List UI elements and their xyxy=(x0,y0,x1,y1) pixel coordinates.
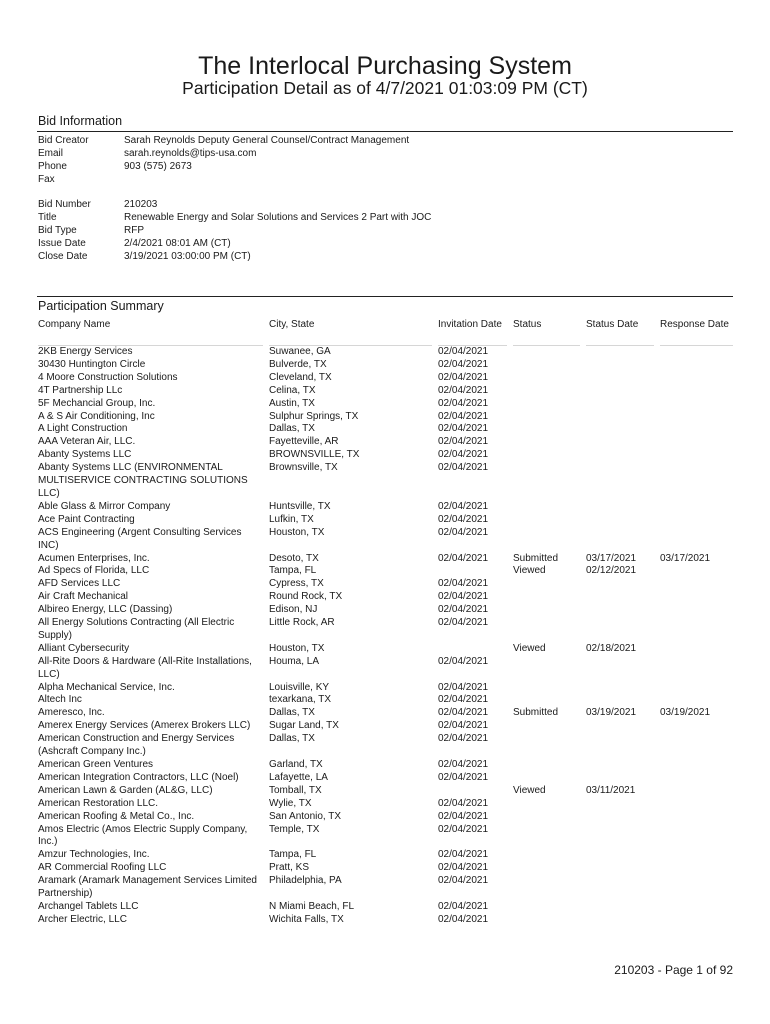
company-name-cell: A Light Construction xyxy=(38,423,128,435)
table-row xyxy=(0,617,770,643)
table-row xyxy=(0,772,770,785)
table-row xyxy=(0,707,770,720)
invitation-date-cell: 02/04/2021 xyxy=(438,358,489,370)
bid-creator-value: Sarah Reynolds Deputy General Counsel/Contract Management xyxy=(124,135,410,146)
column-header-status-date: Status Date xyxy=(586,319,639,330)
table-row xyxy=(0,423,770,436)
table-row xyxy=(0,824,770,850)
invitation-date-cell: 02/04/2021 xyxy=(438,397,489,409)
page-number: 210203 - Page 1 of 92 xyxy=(614,963,733,977)
invitation-date-cell: 02/04/2021 xyxy=(438,423,489,435)
city-state-cell: Tampa, FL xyxy=(269,565,317,577)
bid-type-value: RFP xyxy=(124,224,144,236)
issue-date-label: Issue Date xyxy=(38,237,86,249)
table-row xyxy=(0,553,770,566)
company-name-cell: Able Glass & Mirror Company xyxy=(38,500,171,512)
company-name-cell: American Restoration LLC. xyxy=(38,797,159,809)
city-state-cell: Louisville, KY xyxy=(269,681,330,693)
invitation-date-cell: 02/04/2021 xyxy=(438,823,489,835)
company-name-cell: Amos Electric (Amos Electric Supply Company, Inc.) xyxy=(38,823,248,848)
city-state-cell: Little Rock, AR xyxy=(269,617,335,629)
table-row xyxy=(0,346,770,359)
company-name-cell: 4T Partnership LLc xyxy=(38,384,123,396)
invitation-date-cell: 02/04/2021 xyxy=(438,797,489,809)
city-state-cell: texarkana, TX xyxy=(269,694,332,706)
fax-value xyxy=(124,174,409,187)
status-date-cell: 03/17/2021 xyxy=(586,552,637,564)
bid-information-heading: Bid Information xyxy=(38,114,123,128)
invitation-date-cell: 02/04/2021 xyxy=(438,720,489,732)
city-state-cell: Celina, TX xyxy=(269,384,316,396)
table-row xyxy=(0,798,770,811)
company-name-cell: AAA Veteran Air, LLC. xyxy=(38,436,136,448)
invitation-date-cell: 02/04/2021 xyxy=(438,849,489,861)
city-state-cell: Suwanee, GA xyxy=(269,346,331,357)
invitation-date-cell: 02/04/2021 xyxy=(438,552,489,564)
company-name-cell: ACS Engineering (Argent Consulting Services INC) xyxy=(38,526,242,551)
city-state-cell: Tampa, FL xyxy=(269,849,317,861)
bid-detail-values xyxy=(124,199,431,263)
city-state-cell: Temple, TX xyxy=(269,823,320,835)
invitation-date-cell: 02/04/2021 xyxy=(438,771,489,783)
invitation-date-cell: 02/04/2021 xyxy=(438,759,489,770)
title-label: Title xyxy=(38,211,57,223)
city-state-cell: San Antonio, TX xyxy=(269,810,342,822)
table-row xyxy=(0,811,770,824)
company-name-cell: Abanty Systems LLC xyxy=(38,449,132,461)
table-row xyxy=(0,862,770,875)
status-cell: Submitted xyxy=(513,552,559,564)
company-name-cell: Acumen Enterprises, Inc. xyxy=(38,552,150,564)
table-row xyxy=(0,643,770,656)
table-row xyxy=(0,656,770,682)
city-state-cell: Lafayette, LA xyxy=(269,771,328,783)
invitation-date-cell: 02/04/2021 xyxy=(438,578,489,590)
company-name-cell: A & S Air Conditioning, Inc xyxy=(38,410,155,422)
invitation-date-cell: 02/04/2021 xyxy=(438,733,489,745)
invitation-date-cell: 02/04/2021 xyxy=(438,513,489,525)
issue-date-value: 2/4/2021 08:01 AM (CT) xyxy=(124,237,231,249)
bid-creator-label: Bid Creator xyxy=(38,135,89,146)
invitation-date-cell: 02/04/2021 xyxy=(438,384,489,396)
city-state-cell: Bulverde, TX xyxy=(269,358,327,370)
bid-detail-labels xyxy=(38,199,91,263)
column-header-status: Status xyxy=(513,319,542,330)
company-name-cell: Alliant Cybersecurity xyxy=(38,642,130,654)
city-state-cell: BROWNSVILLE, TX xyxy=(269,449,360,461)
company-name-cell: American Construction and Energy Services (Ashcraft Company Inc.) xyxy=(38,733,235,758)
table-row xyxy=(0,565,770,578)
table-row xyxy=(0,682,770,695)
city-state-cell: Garland, TX xyxy=(269,759,323,770)
city-state-cell: Houston, TX xyxy=(269,526,325,538)
company-name-cell: Amerex Energy Services (Amerex Brokers LLC) xyxy=(38,720,251,732)
invitation-date-cell: 02/04/2021 xyxy=(438,462,489,474)
table-row xyxy=(0,694,770,707)
page-title: The Interlocal Purchasing System xyxy=(198,52,572,80)
fax-label: Fax xyxy=(38,173,55,185)
company-name-cell: American Lawn & Garden (AL&G, LLC) xyxy=(38,784,213,796)
invitation-date-cell: 02/04/2021 xyxy=(438,694,489,706)
invitation-date-cell: 02/04/2021 xyxy=(438,449,489,461)
title-value: Renewable Energy and Solar Solutions and Services 2 Part with JOC xyxy=(124,211,432,223)
company-name-cell: 30430 Huntington Circle xyxy=(38,358,146,370)
city-state-cell: Pratt, KS xyxy=(269,862,310,874)
company-name-cell: All Energy Solutions Contracting (All Electric Supply) xyxy=(38,617,235,641)
table-row xyxy=(0,462,770,501)
company-name-cell: American Roofing & Metal Co., Inc. xyxy=(38,810,195,822)
bid-information-divider xyxy=(37,131,733,132)
city-state-cell: N Miami Beach, FL xyxy=(269,900,355,912)
city-state-cell: Tomball, TX xyxy=(269,784,322,796)
company-name-cell: American Green Ventures xyxy=(38,759,154,770)
bid-number-label: Bid Number xyxy=(38,199,91,210)
status-date-cell: 03/19/2021 xyxy=(586,707,637,719)
city-state-cell: Houma, LA xyxy=(269,655,320,667)
invitation-date-cell: 02/04/2021 xyxy=(438,862,489,874)
status-cell: Submitted xyxy=(513,707,559,719)
email-label: Email xyxy=(38,147,64,159)
company-name-cell: Ad Specs of Florida, LLC xyxy=(38,565,150,577)
table-row xyxy=(0,733,770,759)
city-state-cell: Wichita Falls, TX xyxy=(269,913,344,925)
company-name-cell: All-Rite Doors & Hardware (All-Rite Installations, LLC) xyxy=(38,655,252,680)
status-cell: Viewed xyxy=(513,784,546,796)
column-header-response-date: Response Date xyxy=(660,319,729,330)
invitation-date-cell: 02/04/2021 xyxy=(438,707,489,719)
city-state-cell: Round Rock, TX xyxy=(269,591,343,603)
status-cell: Viewed xyxy=(513,642,546,654)
status-date-cell: 03/11/2021 xyxy=(586,784,636,796)
table-row xyxy=(0,501,770,514)
table-row xyxy=(0,359,770,372)
invitation-date-cell: 02/04/2021 xyxy=(438,500,489,512)
invitation-date-cell: 02/04/2021 xyxy=(438,681,489,693)
table-row xyxy=(0,875,770,901)
invitation-date-cell: 02/04/2021 xyxy=(438,346,489,357)
invitation-date-cell: 02/04/2021 xyxy=(438,436,489,448)
table-row xyxy=(0,385,770,398)
column-header-city: City, State xyxy=(269,319,315,330)
close-date-value: 3/19/2021 03:00:00 PM (CT) xyxy=(124,250,251,262)
column-header-invitation-date: Invitation Date xyxy=(438,319,502,330)
invitation-date-cell: 02/04/2021 xyxy=(438,526,489,538)
city-state-cell: Edison, NJ xyxy=(269,604,318,616)
city-state-cell: Sugar Land, TX xyxy=(269,720,339,732)
company-name-cell: American Integration Contractors, LLC (Noel) xyxy=(38,771,239,783)
bid-contact-labels xyxy=(38,135,89,187)
table-row xyxy=(0,514,770,527)
invitation-date-cell: 02/04/2021 xyxy=(438,410,489,422)
invitation-date-cell: 02/04/2021 xyxy=(438,604,489,616)
city-state-cell: Lufkin, TX xyxy=(269,513,314,525)
company-name-cell: Amzur Technologies, Inc. xyxy=(38,849,150,861)
bid-type-label: Bid Type xyxy=(38,224,77,236)
table-row xyxy=(0,436,770,449)
participation-summary-divider xyxy=(37,296,733,297)
status-date-cell: 02/18/2021 xyxy=(586,642,637,654)
city-state-cell: Fayetteville, AR xyxy=(269,436,339,448)
table-row xyxy=(0,785,770,798)
company-name-cell: Albireo Energy, LLC (Dassing) xyxy=(38,604,173,616)
table-row xyxy=(0,720,770,733)
response-date-cell: 03/17/2021 xyxy=(660,552,711,564)
invitation-date-cell: 02/04/2021 xyxy=(438,617,489,629)
email-value: sarah.reynolds@tips-usa.com xyxy=(124,147,257,159)
table-row xyxy=(0,901,770,914)
company-name-cell: 2KB Energy Services xyxy=(38,346,133,357)
company-name-cell: Ameresco, Inc. xyxy=(38,707,105,719)
table-row xyxy=(0,578,770,591)
company-name-cell: Ace Paint Contracting xyxy=(38,513,135,525)
invitation-date-cell: 02/04/2021 xyxy=(438,900,489,912)
company-name-cell: Archangel Tablets LLC xyxy=(38,900,139,912)
table-row xyxy=(0,849,770,862)
close-date-label: Close Date xyxy=(38,250,88,262)
participation-summary-heading: Participation Summary xyxy=(38,299,164,313)
company-name-cell: 5F Mechancial Group, Inc. xyxy=(38,397,156,409)
phone-label: Phone xyxy=(38,160,67,172)
city-state-cell: Dallas, TX xyxy=(269,733,315,745)
city-state-cell: Houston, TX xyxy=(269,642,325,654)
company-name-cell: Alpha Mechanical Service, Inc. xyxy=(38,681,175,693)
bid-number-value: 210203 xyxy=(124,199,158,210)
company-name-cell: Archer Electric, LLC xyxy=(38,913,127,925)
status-cell: Viewed xyxy=(513,565,546,577)
company-name-cell: AFD Services LLC xyxy=(38,578,121,590)
company-name-cell: Aramark (Aramark Management Services Limited Partnership) xyxy=(38,875,257,900)
city-state-cell: Brownsville, TX xyxy=(269,462,338,474)
company-name-cell: Altech Inc xyxy=(38,694,82,706)
invitation-date-cell: 02/04/2021 xyxy=(438,875,489,887)
city-state-cell: Austin, TX xyxy=(269,397,315,409)
table-row xyxy=(0,759,770,772)
bid-contact-values xyxy=(124,135,409,187)
company-name-cell: 4 Moore Construction Solutions xyxy=(38,371,178,383)
city-state-cell: Cleveland, TX xyxy=(269,371,332,383)
table-row xyxy=(0,591,770,604)
city-state-cell: Cypress, TX xyxy=(269,578,324,590)
invitation-date-cell: 02/04/2021 xyxy=(438,591,489,603)
invitation-date-cell: 02/04/2021 xyxy=(438,371,489,383)
city-state-cell: Wylie, TX xyxy=(269,797,312,809)
table-row xyxy=(0,372,770,385)
table-row xyxy=(0,914,770,927)
page-subtitle: Participation Detail as of 4/7/2021 01:03:09 PM (CT) xyxy=(182,78,588,98)
status-date-cell: 02/12/2021 xyxy=(586,565,637,577)
table-row xyxy=(0,398,770,411)
city-state-cell: Sulphur Springs, TX xyxy=(269,410,359,422)
column-header-company: Company Name xyxy=(38,319,111,330)
response-date-cell: 03/19/2021 xyxy=(660,707,711,719)
phone-value: 903 (575) 2673 xyxy=(124,160,192,172)
company-name-cell: AR Commercial Roofing LLC xyxy=(38,862,167,874)
table-row xyxy=(0,449,770,462)
city-state-cell: Dallas, TX xyxy=(269,707,315,719)
city-state-cell: Desoto, TX xyxy=(269,552,319,564)
city-state-cell: Dallas, TX xyxy=(269,423,315,435)
table-row xyxy=(0,411,770,424)
invitation-date-cell: 02/04/2021 xyxy=(438,810,489,822)
table-row xyxy=(0,604,770,617)
table-row xyxy=(0,527,770,553)
invitation-date-cell: 02/04/2021 xyxy=(438,655,489,667)
participation-table-body xyxy=(0,346,770,927)
company-name-cell: Air Craft Mechanical xyxy=(38,591,129,603)
company-name-cell: Abanty Systems LLC (ENVIRONMENTAL MULTISERVICE CONTRACTING SOLUTIONS LLC) xyxy=(38,462,248,499)
invitation-date-cell: 02/04/2021 xyxy=(438,913,489,925)
city-state-cell: Philadelphia, PA xyxy=(269,875,342,887)
city-state-cell: Huntsville, TX xyxy=(269,500,331,512)
